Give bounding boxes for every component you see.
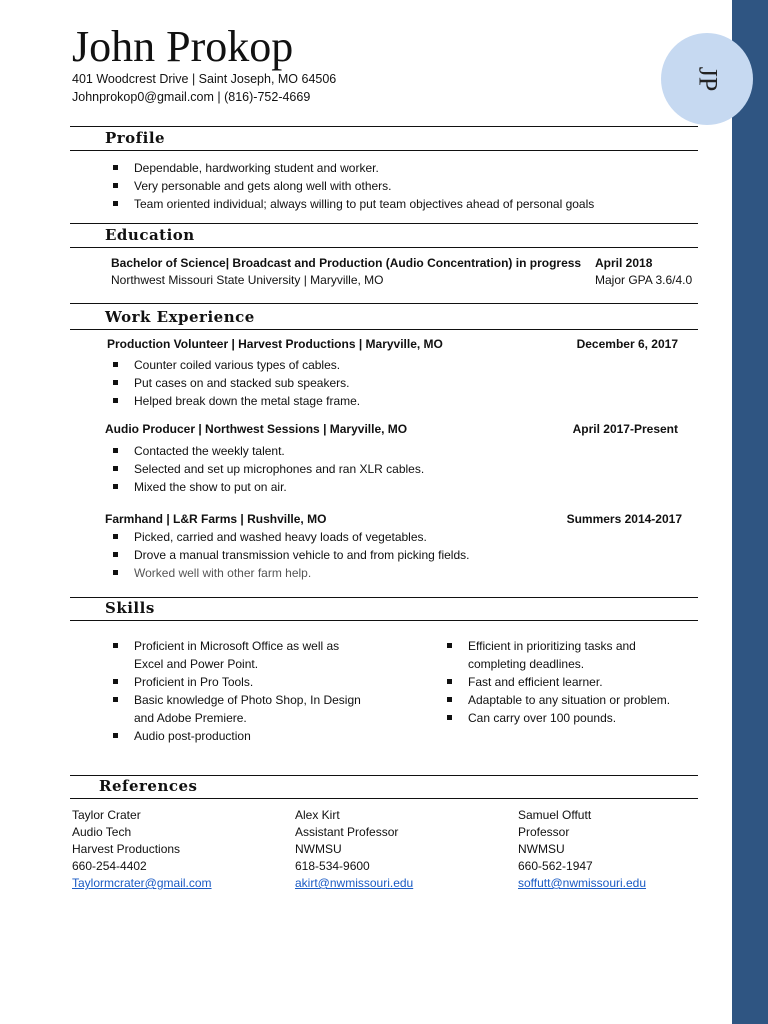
list-item: Helped break down the metal stage frame. [110,392,360,410]
monogram-text: JP [692,66,722,92]
profile-heading: Profile [105,129,166,147]
reference-role: Audio Tech [72,825,132,839]
reference-phone: 660-254-4402 [72,859,147,873]
section-divider [70,775,698,776]
list-item: Dependable, hardworking student and worker. [110,159,594,177]
list-item: Proficient in Microsoft Office as well as Excel and Power Point. [110,637,365,673]
monogram-badge [661,33,753,125]
reference-phone: 618-534-9600 [295,859,370,873]
list-item: Worked well with other farm help. [110,564,469,582]
section-divider [70,247,698,248]
reference-email-link[interactable]: Taylormcrater@gmail.com [72,876,212,890]
list-item: Counter coiled various types of cables. [110,356,360,374]
job-heading: Production Volunteer | Harvest Productions | Maryville, MO [107,337,443,351]
references-heading: References [99,777,198,795]
job-heading: Farmhand | L&R Farms | Rushville, MO [105,512,327,526]
reference-card [72,807,212,892]
list-item: Drove a manual transmission vehicle to and from picking fields. [110,546,469,564]
applicant-name: John Prokop [72,22,294,71]
list-item: Put cases on and stacked sub speakers. [110,374,360,392]
section-divider [70,329,698,330]
reference-organization: NWMSU [295,842,342,856]
degree-date: April 2018 [595,256,653,270]
list-item: Adaptable to any situation or problem. [444,691,694,709]
decorative-sidebar [732,0,768,1024]
list-item: Proficient in Pro Tools. [110,673,365,691]
email-phone-line: Johnprokop0@gmail.com | (816)-752-4669 [72,90,311,104]
address-line: 401 Woodcrest Drive | Saint Joseph, MO 64506 [72,72,337,86]
reference-email-link[interactable]: akirt@nwmissouri.edu [295,876,414,890]
section-divider [70,126,698,127]
reference-name: Samuel Offutt [518,808,592,822]
reference-organization: Harvest Productions [72,842,181,856]
reference-organization: NWMSU [518,842,565,856]
list-item: Audio post-production [110,727,365,745]
job-date: Summers 2014-2017 [566,512,682,526]
skills-list-right [444,637,694,727]
education-heading: Education [105,226,195,244]
list-item: Fast and efficient learner. [444,673,694,691]
reference-role: Assistant Professor [295,825,399,839]
school-name: Northwest Missouri State University | Maryville, MO [111,273,384,287]
reference-name: Taylor Crater [72,808,141,822]
job-duties-list [110,528,469,582]
gpa-value: Major GPA 3.6/4.0 [595,273,693,287]
section-divider [70,798,698,799]
work-experience-heading: Work Experience [105,308,255,326]
section-divider [70,223,698,224]
job-date: April 2017-Present [572,422,678,436]
list-item: Very personable and gets along well with others. [110,177,594,195]
list-item: Picked, carried and washed heavy loads of vegetables. [110,528,469,546]
reference-name: Alex Kirt [295,808,340,822]
job-date: December 6, 2017 [576,337,678,351]
list-item: Basic knowledge of Photo Shop, In Design and Adobe Premiere. [110,691,365,727]
profile-list [110,159,594,213]
list-item: Can carry over 100 pounds. [444,709,694,727]
degree-title: Bachelor of Science| Broadcast and Production (Audio Concentration) in progress [111,256,582,270]
reference-card [295,807,413,892]
list-item: Contacted the weekly talent. [110,442,424,460]
section-divider [70,303,698,304]
skills-heading: Skills [105,599,155,617]
section-divider [70,597,698,598]
list-item: Team oriented individual; always willing to put team objectives ahead of personal goals [110,195,594,213]
reference-card [518,807,646,892]
section-divider [70,150,698,151]
reference-email-link[interactable]: soffutt@nwmissouri.edu [518,876,647,890]
job-duties-list [110,442,424,496]
job-duties-list [110,356,360,410]
reference-phone: 660-562-1947 [518,859,593,873]
reference-role: Professor [518,825,570,839]
list-item: Selected and set up microphones and ran XLR cables. [110,460,424,478]
skills-list-left [110,637,365,745]
job-heading: Audio Producer | Northwest Sessions | Maryville, MO [105,422,408,436]
list-item: Efficient in prioritizing tasks and completing deadlines. [444,637,694,673]
list-item: Mixed the show to put on air. [110,478,424,496]
section-divider [70,620,698,621]
